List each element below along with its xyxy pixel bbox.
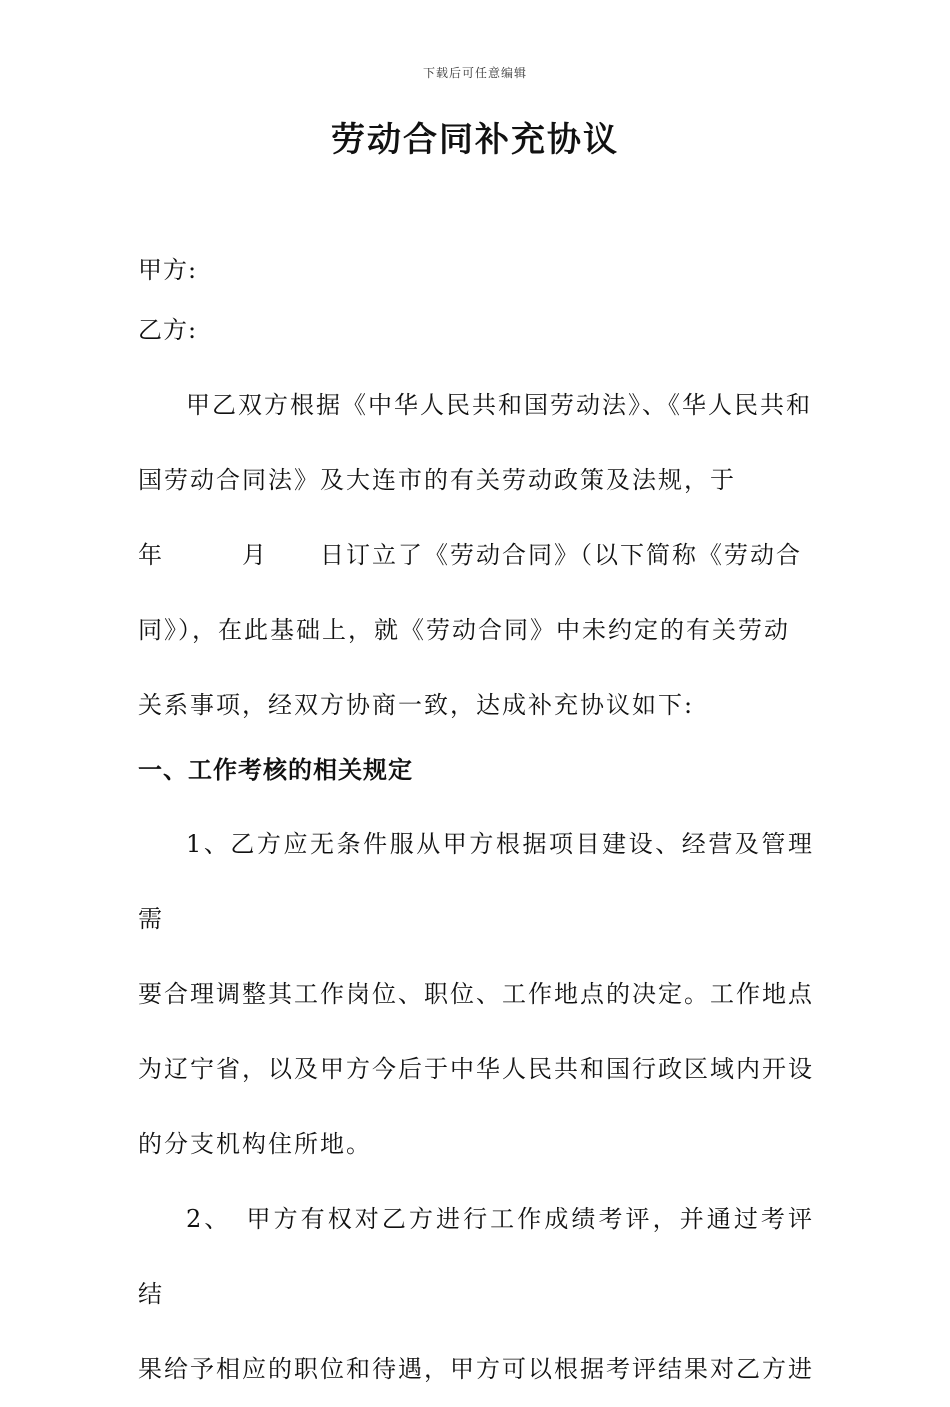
header-note: 下载后可任意编辑 [422,66,527,80]
document-body [138,248,814,1407]
clause-2-line: 果给予相应的职位和待遇，甲方可以根据考评结果对乙方进 [138,1355,814,1383]
intro-line: 同》），在此基础上，就《劳动合同》中未约定的有关劳动 [138,616,790,644]
document-title: 劳动合同补充协议 [331,120,619,160]
intro-line: 年 月 日订立了《劳动合同》（以下简称《劳动合 [138,541,802,569]
party-b-label: 乙方: [138,316,198,344]
intro-line: 关系事项，经双方协商一致，达成补充协议如下: [138,691,695,719]
clause-1-line: 的分支机构住所地。 [138,1130,372,1158]
intro-line: 国劳动合同法》及大连市的有关劳动政策及法规，于 [138,466,736,494]
clause-2-line: 2、 甲方有权对乙方进行工作成绩考评，并通过考评结 [138,1205,814,1308]
clause-2-paragraph [138,1182,814,1407]
section-1-heading: 一、工作考核的相关规定 [138,756,413,784]
clause-1-line: 1、乙方应无条件服从甲方根据项目建设、经营及管理需 [138,830,814,933]
party-a-label: 甲方: [138,256,198,284]
intro-paragraph [138,368,814,743]
clause-1-paragraph [138,807,814,1182]
clause-1-line: 为辽宁省，以及甲方今后于中华人民共和国行政区域内开设 [138,1055,814,1083]
intro-line: 甲乙双方根据《中华人民共和国劳动法》、《华人民共和 [186,391,812,419]
clause-1-line: 要合理调整其工作岗位、职位、工作地点的决定。工作地点 [138,980,814,1008]
